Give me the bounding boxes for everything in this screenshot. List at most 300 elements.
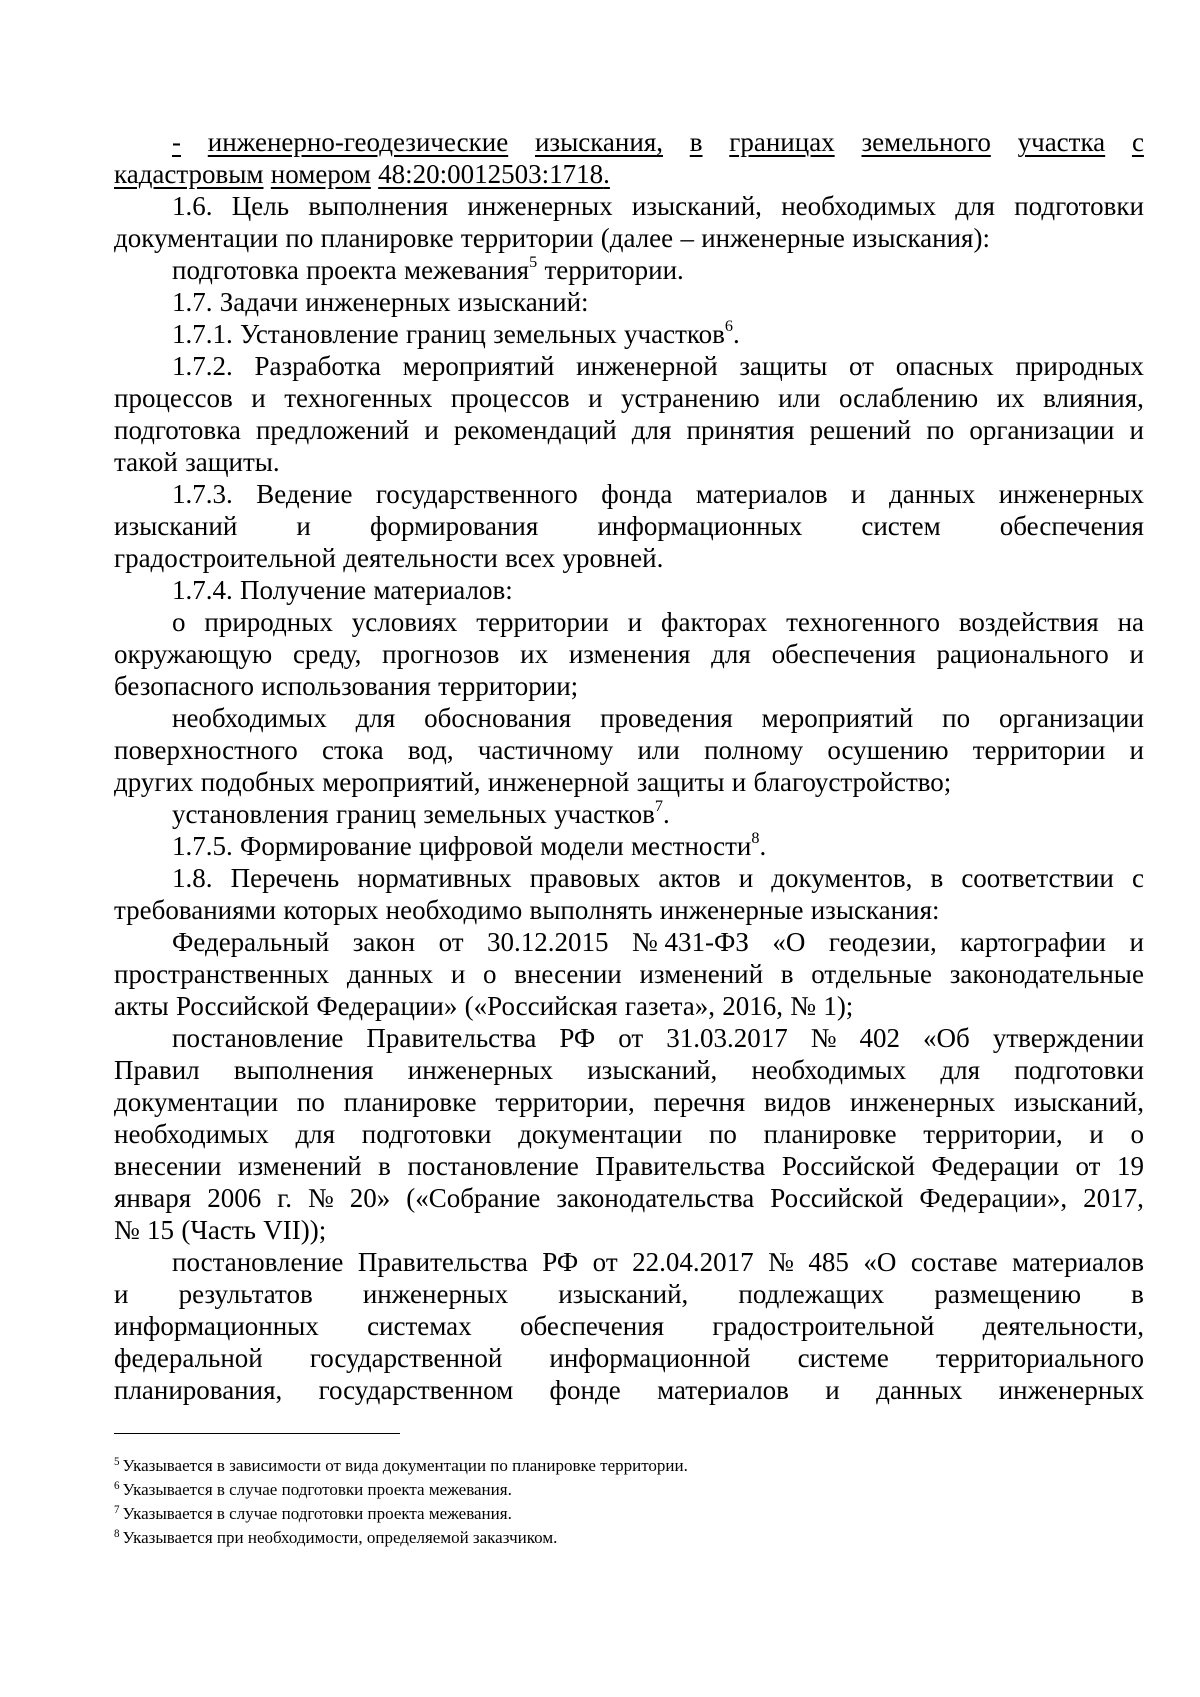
text-line bbox=[114, 286, 1144, 318]
word: и bbox=[738, 863, 754, 893]
word: материалов bbox=[657, 1375, 789, 1405]
word: государственном bbox=[318, 1375, 514, 1405]
word: их bbox=[520, 639, 549, 669]
word: необходимых bbox=[172, 703, 327, 733]
word: инженерные bbox=[659, 895, 804, 925]
word: территориального bbox=[935, 1343, 1144, 1373]
word: воздействия bbox=[958, 607, 1099, 637]
word: уровней. bbox=[562, 543, 664, 573]
word: полному bbox=[704, 735, 804, 765]
word: от bbox=[438, 927, 464, 957]
word: предложений bbox=[255, 415, 410, 445]
word: и bbox=[296, 511, 311, 541]
word: участков$^6$. bbox=[624, 316, 740, 349]
word: РФ bbox=[559, 1023, 596, 1053]
word: о bbox=[172, 607, 186, 637]
word: изысканий, bbox=[1013, 1087, 1144, 1117]
word: в bbox=[378, 1151, 391, 1181]
text-line bbox=[114, 1214, 1144, 1246]
word: газета», bbox=[624, 991, 715, 1021]
word: кадастровым bbox=[114, 159, 264, 189]
word: актов bbox=[658, 863, 721, 893]
word: Получение bbox=[240, 575, 367, 605]
word: организации bbox=[969, 415, 1115, 445]
word: по bbox=[708, 1119, 737, 1149]
word: подготовка bbox=[172, 255, 299, 285]
word: защиты bbox=[739, 351, 828, 381]
text-line bbox=[114, 766, 1144, 798]
text-line bbox=[114, 1278, 1144, 1310]
footnote-number: 6 bbox=[114, 1479, 120, 1492]
word: 31.03.2017 bbox=[666, 1023, 788, 1053]
word: информационной bbox=[549, 1343, 751, 1373]
word: выполнять bbox=[529, 895, 653, 925]
footnotes bbox=[114, 1454, 1144, 1550]
word: данных bbox=[876, 1375, 963, 1405]
word: прогнозов bbox=[382, 639, 500, 669]
word: закон bbox=[352, 927, 416, 957]
word: от bbox=[848, 351, 874, 381]
word: рекомендаций bbox=[453, 415, 617, 445]
footnote bbox=[114, 1478, 1144, 1502]
word: благоустройство; bbox=[753, 767, 952, 797]
word: изысканий, bbox=[631, 191, 762, 221]
text-line bbox=[114, 350, 1144, 382]
word: инженерной bbox=[487, 767, 630, 797]
text-line bbox=[114, 670, 1144, 702]
word: системе bbox=[797, 1343, 889, 1373]
word: Разработка bbox=[254, 351, 382, 381]
word: изменений bbox=[639, 959, 764, 989]
footnote bbox=[114, 1454, 1144, 1478]
word: защиты. bbox=[185, 447, 280, 477]
word: постановление bbox=[407, 1151, 579, 1181]
word: всех bbox=[505, 543, 556, 573]
word: для bbox=[355, 703, 396, 733]
word: мероприятий bbox=[402, 351, 555, 381]
word: установления bbox=[172, 799, 329, 829]
word: с bbox=[1131, 127, 1144, 157]
word: Ведение bbox=[256, 479, 353, 509]
word: подлежащих bbox=[738, 1279, 885, 1309]
text-line bbox=[114, 446, 1144, 478]
text-line bbox=[114, 1342, 1144, 1374]
word: № bbox=[768, 1247, 794, 1277]
word: пространственных bbox=[114, 959, 330, 989]
word: Правил bbox=[114, 1055, 200, 1085]
word: законодательные bbox=[949, 959, 1144, 989]
word: устранению bbox=[621, 383, 760, 413]
word: необходимо bbox=[385, 895, 523, 925]
word: инженерных bbox=[998, 479, 1144, 509]
word: составе bbox=[910, 1247, 998, 1277]
word: и bbox=[1129, 415, 1144, 445]
word: VII)); bbox=[263, 1215, 327, 1245]
word: 1.7.5. bbox=[172, 831, 233, 861]
word: РФ bbox=[542, 1247, 579, 1277]
word: процессов bbox=[114, 383, 233, 413]
word: и bbox=[251, 383, 266, 413]
word: стока bbox=[322, 735, 384, 765]
word: Федерации», bbox=[919, 1183, 1068, 1213]
word: с bbox=[1131, 863, 1144, 893]
word: отдельные bbox=[811, 959, 932, 989]
word: Формирование bbox=[240, 831, 412, 861]
word: необходимых bbox=[751, 1055, 907, 1085]
word: планировке bbox=[320, 223, 454, 253]
word: материалов bbox=[695, 479, 828, 509]
text-line bbox=[114, 254, 1144, 286]
word: и bbox=[588, 383, 603, 413]
word: утверждении bbox=[992, 1023, 1144, 1053]
word: «О bbox=[863, 1247, 897, 1277]
word: территории; bbox=[438, 671, 579, 701]
word: о bbox=[1130, 1119, 1144, 1149]
text-line bbox=[114, 1310, 1144, 1342]
word: 1.7.1. bbox=[172, 319, 233, 349]
text-line bbox=[114, 1246, 1144, 1278]
text-line bbox=[114, 830, 1144, 862]
word: – bbox=[680, 223, 694, 253]
word: такой bbox=[114, 447, 178, 477]
word: 19 bbox=[1116, 1151, 1144, 1181]
word: деятельности bbox=[343, 543, 498, 573]
word: инженерных bbox=[407, 1055, 553, 1085]
text-line bbox=[114, 638, 1144, 670]
word: Правительства bbox=[357, 1247, 528, 1277]
word: для bbox=[955, 191, 995, 221]
word: Федерации» bbox=[316, 991, 458, 1021]
text-line bbox=[114, 1182, 1144, 1214]
word: 1.6. bbox=[172, 191, 213, 221]
word: постановление bbox=[172, 1247, 344, 1277]
word: подготовки bbox=[1014, 191, 1144, 221]
word: (далее bbox=[600, 223, 674, 253]
word: окружающую bbox=[114, 639, 273, 669]
word: процессов bbox=[450, 383, 570, 413]
word: цифровой bbox=[419, 831, 533, 861]
text-line bbox=[114, 574, 1144, 606]
word: систем bbox=[861, 511, 941, 541]
word: осушению bbox=[827, 735, 949, 765]
text-line bbox=[114, 158, 1144, 190]
word: мероприятий bbox=[761, 703, 914, 733]
word: градостроительной bbox=[712, 1311, 935, 1341]
text-line bbox=[114, 734, 1144, 766]
word: безопасного bbox=[114, 671, 254, 701]
text-line bbox=[114, 414, 1144, 446]
word: в bbox=[689, 127, 703, 157]
word: изысканий, bbox=[587, 1055, 718, 1085]
word: техногенных bbox=[284, 383, 433, 413]
word: инженерно-геодезические bbox=[207, 127, 509, 157]
word: выполнения bbox=[308, 191, 449, 221]
word: планирования, bbox=[114, 1375, 283, 1405]
word: информационных bbox=[114, 1311, 319, 1341]
word: государственной bbox=[309, 1343, 503, 1373]
word: - bbox=[172, 127, 181, 157]
word: территории. bbox=[544, 255, 684, 285]
word: № 431-ФЗ bbox=[632, 927, 749, 957]
word: градостроительной bbox=[114, 543, 336, 573]
footnote-text: Указывается при необходимости, определяемой заказчиком. bbox=[122, 1528, 558, 1547]
word: проекта bbox=[306, 255, 397, 285]
document-body bbox=[114, 126, 1144, 1406]
word: геодезии, bbox=[828, 927, 937, 957]
word: участков$^7$. bbox=[554, 796, 670, 829]
footnote-number: 5 bbox=[114, 1455, 120, 1468]
word: и bbox=[1089, 1119, 1104, 1149]
word: обеспечения bbox=[771, 639, 916, 669]
word: выполнения bbox=[233, 1055, 374, 1085]
word: необходимых bbox=[114, 1119, 269, 1149]
word: системах bbox=[367, 1311, 472, 1341]
word: от bbox=[618, 1023, 644, 1053]
word: и bbox=[1129, 639, 1144, 669]
word: от bbox=[1075, 1151, 1101, 1181]
word: и bbox=[627, 607, 643, 637]
word: документации bbox=[114, 223, 279, 253]
word: внесении bbox=[114, 1151, 222, 1181]
word: инженерной bbox=[576, 351, 718, 381]
word: («Российская bbox=[464, 991, 618, 1021]
word: 30.12.2015 bbox=[487, 927, 609, 957]
word: изыскания: bbox=[810, 895, 940, 925]
text-line bbox=[114, 510, 1144, 542]
word: принятия bbox=[686, 415, 795, 445]
word: земельных bbox=[493, 319, 617, 349]
word: границах bbox=[729, 127, 835, 157]
word: подобных bbox=[200, 767, 315, 797]
word: и bbox=[1129, 927, 1144, 957]
word: влияния, bbox=[1043, 383, 1144, 413]
word: условиях bbox=[351, 607, 458, 637]
footnote-separator bbox=[114, 1433, 400, 1434]
text-line bbox=[114, 958, 1144, 990]
word: перечня bbox=[653, 1087, 746, 1117]
footnote-text: Указывается в случае подготовки проекта межевания. bbox=[122, 1504, 512, 1523]
word: модели bbox=[540, 831, 624, 861]
word: изысканий: bbox=[457, 287, 589, 317]
word: правовых bbox=[529, 863, 641, 893]
word: Правительства bbox=[366, 1023, 537, 1053]
word: на bbox=[1117, 607, 1144, 637]
text-line bbox=[114, 894, 1144, 926]
word: и bbox=[424, 415, 439, 445]
word: Перечень bbox=[230, 863, 340, 893]
footnote-ref[interactable]: 7 bbox=[654, 796, 664, 815]
word: материалов: bbox=[373, 575, 513, 605]
word: подготовки bbox=[1014, 1055, 1144, 1085]
word: по bbox=[285, 223, 314, 253]
word: по bbox=[296, 1087, 325, 1117]
word: требованиями bbox=[114, 895, 277, 925]
word: рационального bbox=[936, 639, 1109, 669]
word: территории bbox=[476, 607, 609, 637]
word: информационных bbox=[597, 511, 803, 541]
word: соответствии bbox=[961, 863, 1114, 893]
word: инженерных bbox=[467, 191, 613, 221]
word: проведения bbox=[600, 703, 733, 733]
footnote bbox=[114, 1502, 1144, 1526]
text-line bbox=[114, 606, 1144, 638]
word: планировке bbox=[343, 1087, 477, 1117]
word: по bbox=[926, 415, 955, 445]
word: и bbox=[114, 1279, 129, 1309]
footnote-ref[interactable]: 8 bbox=[751, 828, 760, 847]
word: территории bbox=[972, 735, 1106, 765]
word: фонда bbox=[601, 479, 673, 509]
word: факторах bbox=[661, 607, 768, 637]
word: «О bbox=[772, 927, 806, 957]
footnote-text: Указывается в зависимости от вида документации по планировке территории. bbox=[122, 1456, 688, 1475]
word: результатов bbox=[178, 1279, 313, 1309]
word: деятельности, bbox=[982, 1311, 1144, 1341]
word: № bbox=[810, 1023, 837, 1053]
word: изысканий, bbox=[558, 1279, 689, 1309]
word: изыскания): bbox=[852, 223, 990, 253]
word: Федеральный bbox=[172, 927, 330, 957]
word: или bbox=[637, 735, 680, 765]
word: Российской bbox=[175, 991, 310, 1021]
word: 2017, bbox=[1083, 1183, 1144, 1213]
text-line bbox=[114, 382, 1144, 414]
word: № bbox=[308, 1183, 334, 1213]
text-line bbox=[114, 1150, 1144, 1182]
text-line bbox=[114, 1022, 1144, 1054]
word: их bbox=[996, 383, 1025, 413]
text-line bbox=[114, 1086, 1144, 1118]
word: и bbox=[825, 1375, 840, 1405]
word: для bbox=[711, 639, 751, 669]
word: инженерных bbox=[998, 1375, 1144, 1405]
word: («Собрание bbox=[406, 1183, 541, 1213]
footnote-number: 8 bbox=[114, 1527, 120, 1540]
word: видов bbox=[763, 1087, 832, 1117]
word: 22.04.2017 bbox=[632, 1247, 754, 1277]
word: № bbox=[114, 1215, 140, 1245]
word: обоснования bbox=[424, 703, 572, 733]
word: которых bbox=[283, 895, 379, 925]
text-line bbox=[114, 1118, 1144, 1150]
word: техногенного bbox=[786, 607, 940, 637]
word: земельных bbox=[423, 799, 547, 829]
word: или bbox=[778, 383, 821, 413]
word: земельного bbox=[861, 127, 991, 157]
word: частичному bbox=[477, 735, 614, 765]
word: Правительства bbox=[595, 1151, 766, 1181]
word: данных bbox=[346, 959, 434, 989]
word: г. bbox=[277, 1183, 292, 1213]
word: необходимых bbox=[781, 191, 936, 221]
word: среду, bbox=[292, 639, 362, 669]
word: в bbox=[930, 863, 944, 893]
word: территории, bbox=[495, 1087, 635, 1117]
word: опасных bbox=[895, 351, 994, 381]
word: и bbox=[450, 959, 466, 989]
text-line bbox=[114, 190, 1144, 222]
word: обеспечения bbox=[519, 1311, 665, 1341]
text-line bbox=[114, 478, 1144, 510]
footnote-number: 7 bbox=[114, 1503, 120, 1516]
word: нормативных bbox=[357, 863, 512, 893]
word: местности$^8$. bbox=[630, 828, 767, 861]
word: федеральной bbox=[114, 1343, 263, 1373]
word: материалов bbox=[1012, 1247, 1144, 1277]
word: 1.7.2. bbox=[172, 351, 233, 381]
word: изысканий bbox=[114, 511, 238, 541]
word: мероприятий, bbox=[322, 767, 481, 797]
word: защиты bbox=[636, 767, 725, 797]
text-line bbox=[114, 222, 1144, 254]
word: 485 bbox=[808, 1247, 849, 1277]
word: Цель bbox=[231, 191, 290, 221]
word: января bbox=[114, 1183, 192, 1213]
text-line bbox=[114, 926, 1144, 958]
footnote-text: Указывается в случае подготовки проекта межевания. bbox=[122, 1480, 512, 1499]
word: и bbox=[1129, 735, 1144, 765]
text-line bbox=[114, 542, 1144, 574]
word: 2006 bbox=[207, 1183, 262, 1213]
word: внесении bbox=[514, 959, 622, 989]
word: границ bbox=[336, 799, 416, 829]
word: документов, bbox=[771, 863, 913, 893]
word: инженерные bbox=[701, 223, 845, 253]
word: и bbox=[851, 479, 866, 509]
word: № bbox=[790, 991, 817, 1021]
word: планировке bbox=[763, 1119, 897, 1149]
text-line bbox=[114, 702, 1144, 734]
word: вод, bbox=[407, 735, 454, 765]
word: и bbox=[731, 767, 747, 797]
word: Установление bbox=[240, 319, 399, 349]
word: 1); bbox=[823, 991, 854, 1021]
text-line bbox=[114, 862, 1144, 894]
word: 48:20:0012503:1718. bbox=[378, 159, 610, 189]
word: формирования bbox=[369, 511, 539, 541]
text-line bbox=[114, 126, 1144, 158]
word: изменений bbox=[238, 1151, 362, 1181]
word: других bbox=[114, 767, 194, 797]
word: номером bbox=[270, 159, 371, 189]
text-line bbox=[114, 1374, 1144, 1406]
word: Федерации bbox=[931, 1151, 1059, 1181]
word: территории bbox=[460, 223, 594, 253]
word: постановление bbox=[172, 1023, 344, 1053]
word: для bbox=[295, 1119, 336, 1149]
footnote-ref[interactable]: 5 bbox=[529, 252, 538, 271]
word: инженерных bbox=[849, 1087, 996, 1117]
word: для bbox=[631, 415, 672, 445]
word: от bbox=[592, 1247, 618, 1277]
word: поверхностного bbox=[114, 735, 298, 765]
word: территории, bbox=[923, 1119, 1063, 1149]
text-line bbox=[114, 1054, 1144, 1086]
word: акты bbox=[114, 991, 169, 1021]
footnote-ref[interactable]: 6 bbox=[724, 316, 733, 335]
word: участка bbox=[1017, 127, 1106, 157]
footnote bbox=[114, 1526, 1144, 1550]
word: 15 bbox=[147, 1215, 175, 1245]
text-line bbox=[114, 990, 1144, 1022]
word: 1.7. bbox=[172, 287, 213, 317]
word: о bbox=[483, 959, 497, 989]
word: 1.7.4. bbox=[172, 575, 233, 605]
word: 1.7.3. bbox=[172, 479, 233, 509]
word: ослаблению bbox=[838, 383, 979, 413]
text-line bbox=[114, 798, 1144, 830]
word: инженерных bbox=[362, 1279, 509, 1309]
